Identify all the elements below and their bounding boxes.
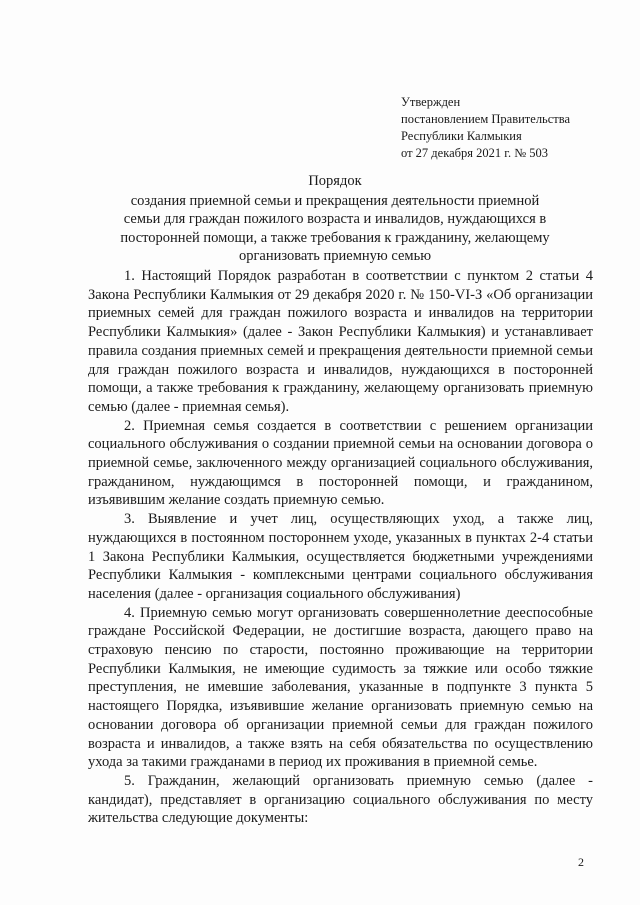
document-title <box>100 172 570 265</box>
paragraph-3: 3. Выявление и учет лиц, осуществляющих уход, а также лиц, нуждающихся в постоянном постороннем уходе, указанных в пунктах 2-4 статьи 1 Закона Республики Калмыкия, осуществляется бюджетными учреждениями Республики Калмыкия - комплексными центрами социального обслуживания населения (далее - организация социального обслуживания) <box>88 511 593 602</box>
title-line: семьи для граждан пожилого возраста и инвалидов, нуждающихся в <box>123 211 547 228</box>
document-body <box>88 267 593 828</box>
paragraph-4: 4. Приемную семью могут организовать совершеннолетние дееспособные граждане Российской Федерации, не достигшие возраста, дающего право на страховую пенсию по старости, постоянно проживающие на территории Республики Калмыкия, не имеющие судимость за тяжкие или особо тяжкие преступления, не имевшие заболевания, указанные в подпункте 3 пункта 5 настоящего Порядка, изъявившие желание организовать приемную семью на основании договора об организации приемной семьи для граждан пожилого возраста и инвалидов, а также взять на себя обязательства по осуществлению ухода за такими гражданами в период их проживания в приемной семье. <box>88 604 593 771</box>
approval-line: Республики Калмыкия <box>401 129 522 143</box>
approval-line: постановлением Правительства <box>401 112 571 126</box>
title-line: организовать приемную семью <box>238 247 432 264</box>
approval-block <box>401 94 570 162</box>
title-line: создания приемной семьи и прекращения деятельности приемной <box>130 193 540 210</box>
paragraph-1: 1. Настоящий Порядок разработан в соответствии с пунктом 2 статьи 4 Закона Республики Калмыкия от 29 декабря 2020 г. № 150-VI-З «Об организации приемных семей для граждан пожилого возраста и инвалидов на территории Республики Калмыкия» (далее - Закон Республики Калмыкия) и устанавливает правила создания приемных семей и прекращения деятельности приемной семьи для граждан пожилого возраста и инвалидов, нуждающихся в посторонней помощи, а также требования к гражданину, желающему организовать приемную семью (далее - приемная семья). <box>88 268 593 415</box>
title-heading: Порядок <box>308 173 362 189</box>
paragraph-2: 2. Приемная семья создается в соответствии с решением организации социального обслуживания о создании приемной семьи на основании договора о приемной семье, заключенного между организацией социального обслуживания, гражданином, нуждающимся в посторонней помощи, и гражданином, изъявившим желание создать приемную семью. <box>88 417 593 509</box>
approval-line: Утвержден <box>401 95 461 109</box>
title-line: посторонней помощи, а также требования к гражданину, желающему <box>120 229 550 246</box>
approval-date: от 27 декабря 2021 г. № 503 <box>401 146 549 160</box>
paragraph-5: 5. Гражданин, желающий организовать приемную семью (далее - кандидат), представляет в организацию социального обслуживания по месту жительства следующие документы: <box>88 772 593 827</box>
page-number: 2 <box>578 855 584 869</box>
